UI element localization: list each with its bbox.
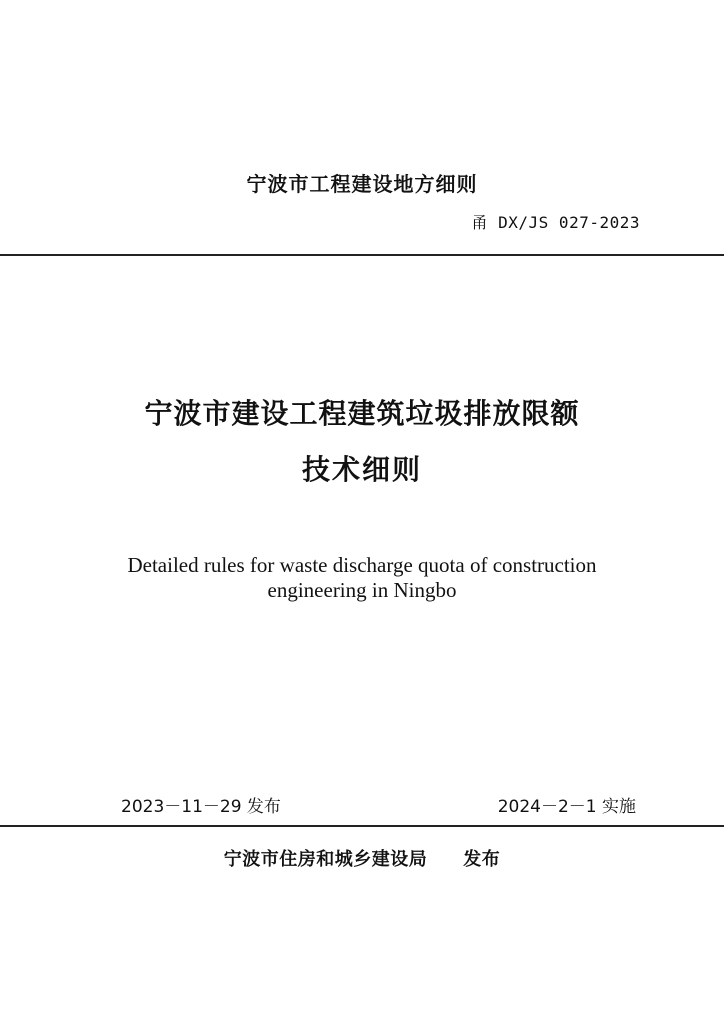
title-chinese-line1: 宁波市建设工程建筑垃圾排放限额 bbox=[144, 397, 580, 430]
issue-date: 2023－11－29 发布 bbox=[121, 797, 281, 817]
effective-date: 2024－2－1 实施 bbox=[497, 797, 636, 817]
title-chinese-line2: 技术细则 bbox=[301, 453, 422, 486]
title-english-line1: Detailed rules for waste discharge quota of construction bbox=[127, 553, 597, 577]
publisher-name: 宁波市住房和城乡建设局 bbox=[223, 849, 428, 870]
title-english-line2: engineering in Ningbo bbox=[267, 578, 457, 602]
bottom-divider bbox=[0, 825, 724, 827]
publisher bbox=[0, 845, 724, 871]
standard-number: 甬 DX/JS 027-2023 bbox=[471, 213, 640, 232]
top-divider bbox=[0, 254, 724, 256]
series-title: 宁波市工程建设地方细则 bbox=[246, 172, 478, 196]
publish-word: 发布 bbox=[463, 849, 501, 870]
